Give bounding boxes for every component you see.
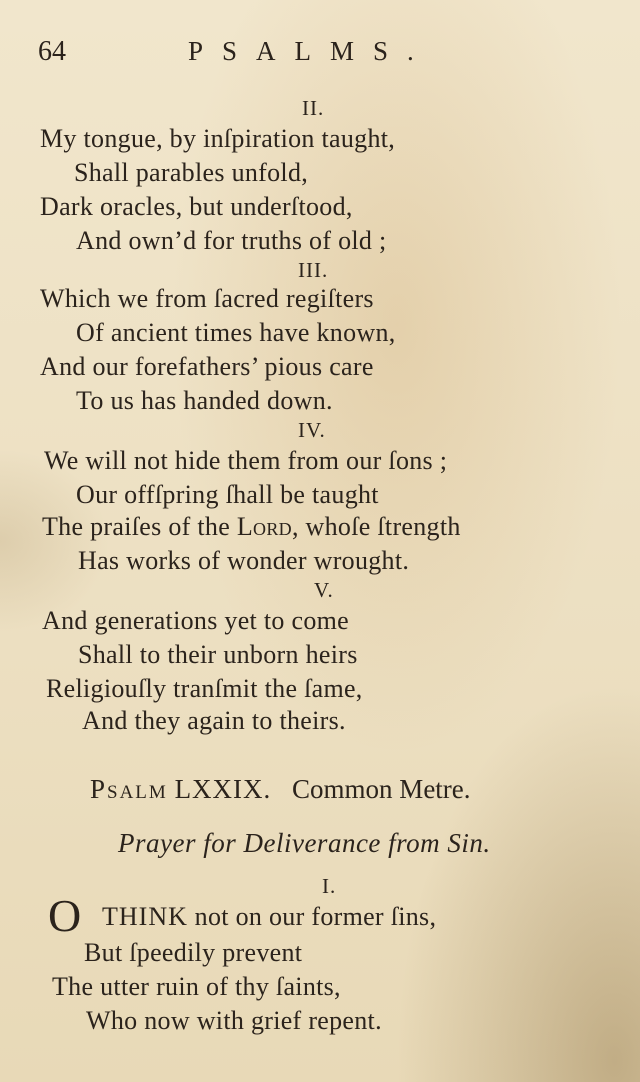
drop-cap: O [48,890,82,941]
page-number: 64 [38,36,66,67]
verse-line: We will not hide them from our ſons ; [44,446,448,475]
psalm-title-word: Psalm [90,774,168,804]
verse-line: My tongue, by inſpiration taught, [40,124,396,153]
verse-line: And they again to theirs. [82,706,346,735]
verse-line: And generations yet to come [42,606,350,635]
verse-line: To us has handed down. [76,386,333,415]
verse-line: Who now with grief repent. [86,1006,382,1035]
verse-line: Our offſpring ſhall be taught [76,480,379,509]
verse-line: Shall to their unborn heirs [78,640,358,669]
verse-line-rest: not on our former ſins, [187,902,437,931]
verse-line: Dark oracles, but underſtood, [40,192,353,221]
verse-line: Shall parables unfold, [74,158,309,187]
running-title: PSALMS. [188,36,433,66]
stanza-number: V. [314,578,334,602]
stanza-number: II. [302,96,325,120]
verse-line: Which we from ſacred regiſters [40,284,374,313]
lord-word: Lord [236,512,292,541]
verse-line [42,512,461,542]
psalm-heading [90,774,471,805]
first-word: THINK [102,902,188,931]
stanza-number: IV. [298,418,326,442]
verse-line-start: The praiſes of the [42,512,237,541]
psalm-metre: Common Metre. [292,774,471,804]
verse-line [102,902,436,932]
verse-line: Has works of wonder wrought. [78,546,410,575]
stanza-number: III. [298,258,329,282]
verse-line: And our forefathers’ pious care [40,352,374,381]
verse-line: But ſpeedily prevent [84,938,303,967]
psalm-title-number: LXXIX. [174,774,272,804]
stanza-number: I. [322,874,337,898]
verse-line-end: , whoſe ſtrength [291,512,461,541]
verse-line: And own’d for truths of old ; [76,226,387,255]
verse-line: Religiouſly tranſmit the ſame, [46,674,363,703]
verse-line: The utter ruin of thy ſaints, [52,972,341,1001]
verse-line: Of ancient times have known, [76,318,396,347]
psalm-subtitle: Prayer for Deliverance from Sin. [118,828,491,858]
